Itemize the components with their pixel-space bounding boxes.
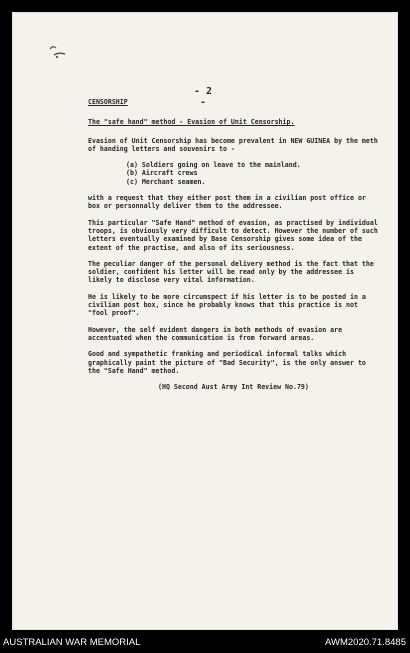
list-item: (a) Soldiers going on leave to the mainland. <box>126 161 301 170</box>
paragraph: The peculiar danger of the personal delivery method is the fact that the soldier, confident his letter will be read only by the addressee is likely to disclose very vital information. <box>88 259 374 285</box>
document-page <box>12 12 398 630</box>
document-subheading: The "safe hand" method - Evasion of Unit Censorship. <box>88 118 295 127</box>
footer-bar <box>0 630 410 653</box>
list-item: (c) Merchant seamen. <box>126 177 206 186</box>
source-citation: (HQ Second Aust Army Int Review No.79) <box>158 383 309 392</box>
page-number: - 2 - <box>193 86 213 108</box>
paragraph: This particular "Safe Hand" method of evasion, as practised by individual troops, is obviously very difficult to detect. However the number of such letters eventually examined by Base Censorship gives some idea of the extent of the practise, and also of its seriousness. <box>88 218 378 252</box>
paragraph: Evasion of Unit Censorship has become prevalent in NEW GUINEA by the meth of handing letters and souvenirs to - <box>88 136 378 153</box>
list-item: (b) Aircraft crews <box>126 169 198 178</box>
paragraph: with a request that they either post them in a civilian post office or box or personnally deliver them to the addressee. <box>88 194 366 211</box>
document-heading: CENSORSHIP <box>88 98 128 106</box>
paragraph: However, the self evident dangers in both methods of evasion are accentuated when the communication is from forward areas. <box>88 325 343 342</box>
pencil-mark-icon <box>48 43 70 61</box>
paragraph: He is likely to be more circumspect if his letter is to be posted in a civilian post box, since he probably knows that this practice is not "fool proof". <box>88 292 366 318</box>
paragraph: Good and sympathetic franking and periodical informal talks which graphically paint the picture of "Bad Security", is the only answer to the "Safe Hand" method. <box>88 350 366 375</box>
recipient-list <box>126 161 380 186</box>
accession-number: AWM2020.71.8485 <box>325 637 406 648</box>
document-body <box>88 98 380 391</box>
institution-label: AUSTRALIAN WAR MEMORIAL <box>3 637 141 648</box>
